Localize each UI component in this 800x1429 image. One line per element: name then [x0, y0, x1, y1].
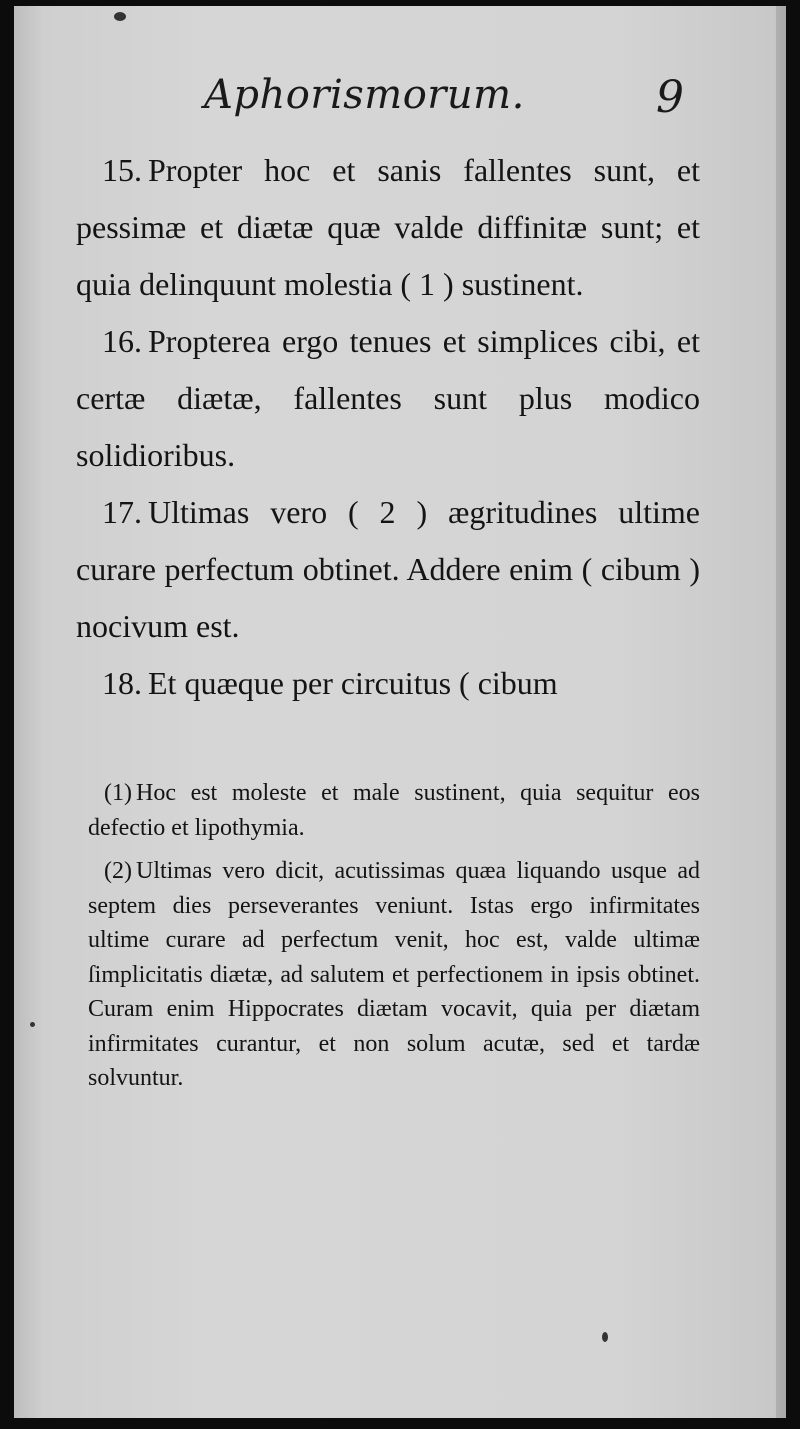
footnotes — [88, 776, 700, 1105]
aphorism-16 — [76, 313, 700, 484]
page-edge-shadow — [776, 6, 786, 1418]
aphorism-body: Ultimas vero ( 2 ) ægritudines ultime curare perfectum obtinet. Addere enim ( cibum ) nocivum est. — [76, 494, 700, 644]
aphorism-body: Propterea ergo tenues et simplices cibi, et certæ diætæ, fallentes sunt plus modico solidioribus. — [76, 323, 700, 473]
aphorism-body: Propter hoc et sanis fallentes sunt, et pessimæ et diætæ quæ valde diffinitæ sunt; et quia delinquunt molestia ( 1 ) sustinent. — [76, 152, 700, 302]
aphorism-number: 17. — [102, 494, 142, 530]
page-number: 9 — [656, 72, 684, 123]
aphorism-number: 15. — [102, 152, 142, 188]
aphorism-18 — [76, 655, 700, 712]
aphorism-body: Et quæque per circuitus ( cibum — [148, 665, 558, 701]
footnote-body: Hoc est moleste et male sustinent, quia sequitur eos defectio et lipothymia. — [88, 780, 700, 841]
footnote-2 — [88, 854, 700, 1096]
footnote-1 — [88, 776, 700, 845]
footnote-body: Ultimas vero dicit, acutissimas quæa liquando usque ad septem dies perseverantes veniunt. Istas ergo infirmitates ultime curare ad perfectum venit, hoc est, valde ultimæ ſimplicitatis diætæ, ad salutem et perfectionem in ipsis obtinet. Curam enim Hippocrates diætam vocavit, quia per diætam infirmitates curantur, et non solum acutæ, sed et tardæ solvuntur. — [88, 858, 700, 1091]
page-header — [14, 68, 786, 138]
aphorism-number: 18. — [102, 665, 142, 701]
ink-speck — [114, 12, 126, 21]
aphorism-15 — [76, 142, 700, 313]
ink-speck — [602, 1332, 608, 1342]
aphorism-number: 16. — [102, 323, 142, 359]
book-page — [14, 6, 786, 1418]
footnote-marker: (2) — [104, 858, 132, 884]
footnote-marker: (1) — [104, 780, 132, 806]
ink-speck — [30, 1022, 35, 1027]
aphorism-text — [76, 142, 700, 712]
aphorism-17 — [76, 484, 700, 655]
running-title: Aphorismorum. — [204, 72, 525, 118]
